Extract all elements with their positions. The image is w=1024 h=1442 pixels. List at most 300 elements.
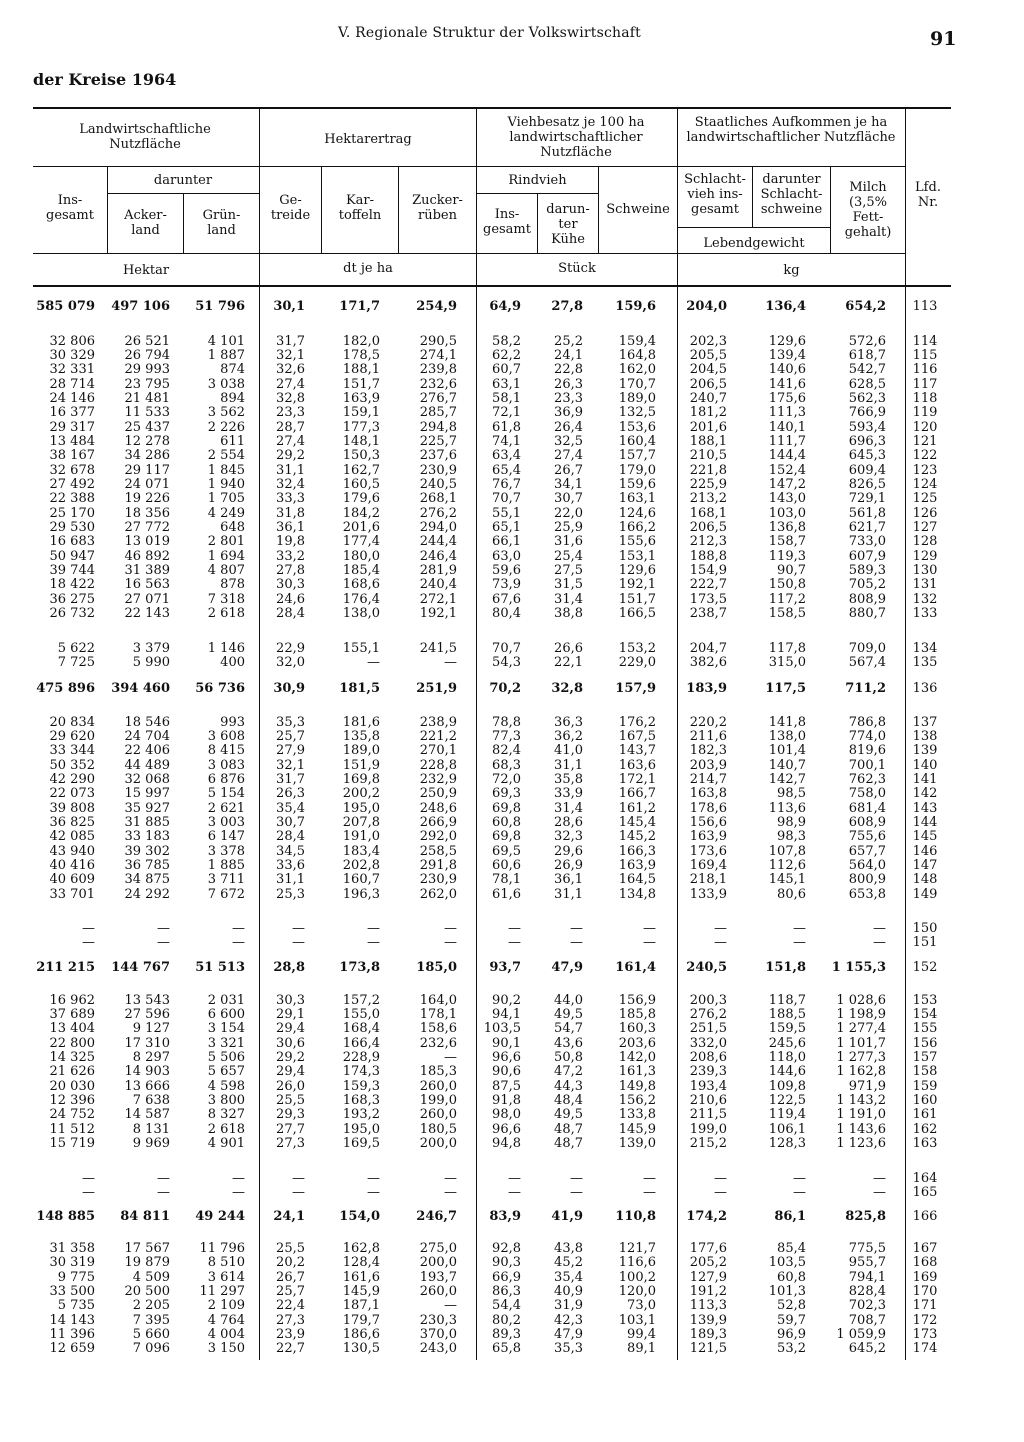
cell-schweine: — bbox=[643, 921, 656, 936]
cell-ackerland: 34 286 bbox=[124, 448, 170, 463]
cell-ackerland: 27 596 bbox=[124, 1007, 170, 1022]
cell-milch: 828,4 bbox=[848, 1284, 886, 1299]
cell-insgesamt: 33 701 bbox=[49, 887, 95, 902]
cell-rind-insgesamt: 65,8 bbox=[492, 1341, 521, 1356]
cell-kartoffeln: 195,0 bbox=[342, 801, 380, 816]
cell-schweine: 166,2 bbox=[618, 520, 656, 535]
cell-kuehe: 26,3 bbox=[554, 377, 583, 392]
cell-lfd-nr: 133 bbox=[912, 606, 938, 621]
cell-milch: 572,6 bbox=[848, 334, 886, 349]
cell-insgesamt: 12 396 bbox=[49, 1093, 95, 1108]
cell-kartoffeln: 168,3 bbox=[342, 1093, 380, 1108]
cell-kuehe: 27,4 bbox=[554, 448, 583, 463]
cell-ackerland: 23 795 bbox=[124, 377, 170, 392]
cell-lfd-nr: 163 bbox=[912, 1136, 938, 1151]
table-row bbox=[0, 1065, 1024, 1079]
cell-rind-insgesamt: 69,3 bbox=[492, 786, 521, 801]
cell-milch: 825,8 bbox=[845, 1209, 886, 1224]
cell-lfd-nr: 136 bbox=[912, 681, 938, 696]
cell-schlachtschweine: 139,4 bbox=[768, 348, 806, 363]
cell-schweine: 156,9 bbox=[618, 993, 656, 1008]
cell-schlachtschweine: 103,5 bbox=[768, 1255, 806, 1270]
cell-schlachtschweine: 98,3 bbox=[777, 829, 806, 844]
header-ackerland: Acker- land bbox=[124, 208, 167, 238]
cell-insgesamt: 22 388 bbox=[49, 491, 95, 506]
cell-kartoffeln: 162,7 bbox=[342, 463, 380, 478]
cell-schlachtvieh: 156,6 bbox=[689, 815, 727, 830]
cell-gruenland: 4 004 bbox=[207, 1327, 245, 1342]
cell-kuehe: — bbox=[570, 921, 583, 936]
cell-zuckerrueben: 260,0 bbox=[419, 1107, 457, 1122]
cell-zuckerrueben: 370,0 bbox=[419, 1327, 457, 1342]
cell-schlachtvieh: 238,7 bbox=[689, 606, 727, 621]
cell-kartoffeln: — bbox=[367, 655, 380, 670]
cell-lfd-nr: 171 bbox=[912, 1298, 938, 1313]
cell-lfd-nr: 129 bbox=[912, 549, 938, 564]
cell-schlachtschweine: 140,7 bbox=[768, 758, 806, 773]
cell-getreide: 32,1 bbox=[276, 758, 305, 773]
cell-ackerland: 35 927 bbox=[124, 801, 170, 816]
cell-rind-insgesamt: 64,9 bbox=[489, 299, 521, 314]
cell-zuckerrueben: 270,1 bbox=[419, 743, 457, 758]
cell-schlachtschweine: — bbox=[793, 921, 806, 936]
cell-rind-insgesamt: 70,7 bbox=[492, 641, 521, 656]
cell-getreide: 31,8 bbox=[276, 506, 305, 521]
cell-schlachtvieh: 133,9 bbox=[689, 887, 727, 902]
cell-kartoffeln: 166,4 bbox=[342, 1036, 380, 1051]
cell-milch: 733,0 bbox=[848, 534, 886, 549]
cell-getreide: 27,9 bbox=[276, 743, 305, 758]
cell-zuckerrueben: 260,0 bbox=[419, 1079, 457, 1094]
cell-milch: 1 101,7 bbox=[836, 1036, 886, 1051]
cell-zuckerrueben: 285,7 bbox=[419, 405, 457, 420]
cell-rind-insgesamt: 70,7 bbox=[492, 491, 521, 506]
cell-insgesamt: 12 659 bbox=[49, 1341, 95, 1356]
cell-kartoffeln: 171,7 bbox=[339, 299, 380, 314]
cell-zuckerrueben: 246,4 bbox=[419, 549, 457, 564]
table-row bbox=[0, 961, 1024, 975]
header-aufkommen: Staatliches Aufkommen je ha landwirtschaftlicher Nutzfläche bbox=[686, 115, 896, 145]
cell-ackerland: 5 660 bbox=[132, 1327, 170, 1342]
cell-kuehe: 26,7 bbox=[554, 463, 583, 478]
cell-lfd-nr: 169 bbox=[912, 1270, 938, 1285]
cell-milch: 1 277,4 bbox=[836, 1021, 886, 1036]
cell-schlachtschweine: 136,4 bbox=[765, 299, 806, 314]
cell-rind-insgesamt: 74,1 bbox=[492, 434, 521, 449]
cell-schlachtvieh: 203,9 bbox=[689, 758, 727, 773]
cell-zuckerrueben: — bbox=[444, 935, 457, 950]
cell-insgesamt: 22 073 bbox=[49, 786, 95, 801]
cell-gruenland: 6 147 bbox=[207, 829, 245, 844]
cell-lfd-nr: 155 bbox=[912, 1021, 938, 1036]
cell-gruenland: — bbox=[232, 935, 245, 950]
cell-schweine: 185,8 bbox=[618, 1007, 656, 1022]
cell-milch: 1 143,2 bbox=[836, 1093, 886, 1108]
cell-rind-insgesamt: 62,2 bbox=[492, 348, 521, 363]
cell-lfd-nr: 142 bbox=[912, 786, 938, 801]
cell-kartoffeln: 148,1 bbox=[342, 434, 380, 449]
cell-ackerland: 5 990 bbox=[132, 655, 170, 670]
cell-schlachtschweine: 140,6 bbox=[768, 362, 806, 377]
cell-schweine: 139,0 bbox=[618, 1136, 656, 1151]
header-viehbesatz: Viehbesatz je 100 ha landwirtschaftlicher Nutzfläche bbox=[507, 115, 645, 160]
cell-lfd-nr: 165 bbox=[912, 1185, 938, 1200]
cell-schlachtschweine: 144,6 bbox=[768, 1064, 806, 1079]
cell-kuehe: 49,5 bbox=[554, 1107, 583, 1122]
table-row bbox=[0, 478, 1024, 492]
cell-schlachtschweine: 140,1 bbox=[768, 420, 806, 435]
cell-milch: 696,3 bbox=[848, 434, 886, 449]
cell-schlachtschweine: 117,8 bbox=[768, 641, 806, 656]
cell-schlachtschweine: 118,0 bbox=[768, 1050, 806, 1065]
table-row bbox=[0, 435, 1024, 449]
cell-getreide: 25,5 bbox=[276, 1093, 305, 1108]
cell-kuehe: 44,3 bbox=[554, 1079, 583, 1094]
cell-milch: 1 162,8 bbox=[836, 1064, 886, 1079]
cell-gruenland: 56 736 bbox=[195, 681, 245, 696]
cell-rind-insgesamt: — bbox=[508, 935, 521, 950]
cell-milch: 819,6 bbox=[848, 743, 886, 758]
cell-lfd-nr: 166 bbox=[912, 1209, 938, 1224]
cell-schweine: 153,6 bbox=[618, 420, 656, 435]
table-subtitle: der Kreise 1964 bbox=[33, 70, 177, 89]
cell-kuehe: 48,7 bbox=[554, 1136, 583, 1151]
cell-insgesamt: 32 806 bbox=[49, 334, 95, 349]
cell-schlachtvieh: 173,5 bbox=[689, 592, 727, 607]
cell-kartoffeln: 180,0 bbox=[342, 549, 380, 564]
cell-gruenland: 1 885 bbox=[207, 858, 245, 873]
cell-lfd-nr: 174 bbox=[912, 1341, 938, 1356]
cell-zuckerrueben: 243,0 bbox=[419, 1341, 457, 1356]
cell-zuckerrueben: 254,9 bbox=[416, 299, 457, 314]
cell-kartoffeln: 183,4 bbox=[342, 844, 380, 859]
cell-kartoffeln: 185,4 bbox=[342, 563, 380, 578]
cell-zuckerrueben: 164,0 bbox=[419, 993, 457, 1008]
cell-milch: 589,3 bbox=[848, 563, 886, 578]
table-row bbox=[0, 1037, 1024, 1051]
cell-schlachtvieh: 382,6 bbox=[689, 655, 727, 670]
cell-insgesamt: 33 344 bbox=[49, 743, 95, 758]
cell-insgesamt: 16 683 bbox=[49, 534, 95, 549]
cell-milch: 657,7 bbox=[848, 844, 886, 859]
cell-schlachtschweine: 143,0 bbox=[768, 491, 806, 506]
cell-schlachtvieh: 163,8 bbox=[689, 786, 727, 801]
cell-kuehe: 54,7 bbox=[554, 1021, 583, 1036]
cell-getreide: 22,9 bbox=[276, 641, 305, 656]
cell-insgesamt: 27 492 bbox=[49, 477, 95, 492]
cell-kuehe: 45,2 bbox=[554, 1255, 583, 1270]
header-darunter: darunter bbox=[153, 173, 213, 188]
cell-schlachtvieh: 168,1 bbox=[689, 506, 727, 521]
cell-ackerland: 31 885 bbox=[124, 815, 170, 830]
cell-ackerland: 13 019 bbox=[124, 534, 170, 549]
table-row bbox=[0, 464, 1024, 478]
cell-zuckerrueben: 237,6 bbox=[419, 448, 457, 463]
table-row bbox=[0, 1123, 1024, 1137]
cell-lfd-nr: 113 bbox=[912, 299, 938, 314]
cell-gruenland: 4 901 bbox=[207, 1136, 245, 1151]
cell-ackerland: 14 587 bbox=[124, 1107, 170, 1122]
cell-schweine: 149,8 bbox=[618, 1079, 656, 1094]
cell-getreide: 29,4 bbox=[276, 1064, 305, 1079]
cell-schlachtvieh: — bbox=[714, 1185, 727, 1200]
cell-lfd-nr: 172 bbox=[912, 1313, 938, 1328]
cell-lfd-nr: 150 bbox=[912, 921, 938, 936]
cell-milch: 708,7 bbox=[848, 1313, 886, 1328]
cell-gruenland: — bbox=[232, 1185, 245, 1200]
cell-insgesamt: 39 808 bbox=[49, 801, 95, 816]
table-row bbox=[0, 1210, 1024, 1224]
cell-kartoffeln: 162,8 bbox=[342, 1241, 380, 1256]
table-row bbox=[0, 300, 1024, 314]
cell-insgesamt: 38 167 bbox=[49, 448, 95, 463]
cell-schlachtvieh: 188,1 bbox=[689, 434, 727, 449]
cell-insgesamt: 29 317 bbox=[49, 420, 95, 435]
cell-kartoffeln: 201,6 bbox=[342, 520, 380, 535]
cell-milch: 774,0 bbox=[848, 729, 886, 744]
cell-lfd-nr: 115 bbox=[912, 348, 938, 363]
cell-rind-insgesamt: 69,8 bbox=[492, 801, 521, 816]
cell-gruenland: 1 887 bbox=[207, 348, 245, 363]
cell-lfd-nr: 137 bbox=[912, 715, 938, 730]
cell-schlachtschweine: 147,2 bbox=[768, 477, 806, 492]
cell-schlachtvieh: 204,5 bbox=[689, 362, 727, 377]
cell-getreide: 32,0 bbox=[276, 655, 305, 670]
cell-schlachtschweine: 141,8 bbox=[768, 715, 806, 730]
cell-ackerland: 26 521 bbox=[124, 334, 170, 349]
cell-schlachtvieh: 193,4 bbox=[689, 1079, 727, 1094]
rule-top bbox=[33, 107, 951, 109]
cell-milch: — bbox=[873, 1171, 886, 1186]
cell-insgesamt: 5 622 bbox=[57, 641, 95, 656]
cell-lfd-nr: 131 bbox=[912, 577, 938, 592]
cell-rind-insgesamt: 69,5 bbox=[492, 844, 521, 859]
cell-rind-insgesamt: 67,6 bbox=[492, 592, 521, 607]
cell-kuehe: 36,2 bbox=[554, 729, 583, 744]
cell-schlachtvieh: 181,2 bbox=[689, 405, 727, 420]
cell-lfd-nr: 127 bbox=[912, 520, 938, 535]
cell-kuehe: 26,6 bbox=[554, 641, 583, 656]
cell-schlachtschweine: 96,9 bbox=[777, 1327, 806, 1342]
cell-rind-insgesamt: 87,5 bbox=[492, 1079, 521, 1094]
table-row bbox=[0, 392, 1024, 406]
cell-schlachtschweine: 141,6 bbox=[768, 377, 806, 392]
cell-kuehe: 27,5 bbox=[554, 563, 583, 578]
table-row bbox=[0, 716, 1024, 730]
cell-insgesamt: 13 484 bbox=[49, 434, 95, 449]
cell-kuehe: 25,2 bbox=[554, 334, 583, 349]
cell-kartoffeln: 191,0 bbox=[342, 829, 380, 844]
cell-ackerland: 29 117 bbox=[124, 463, 170, 478]
cell-rind-insgesamt: 94,1 bbox=[492, 1007, 521, 1022]
cell-kuehe: 38,8 bbox=[554, 606, 583, 621]
cell-kartoffeln: 177,4 bbox=[342, 534, 380, 549]
cell-insgesamt: 11 512 bbox=[49, 1122, 95, 1137]
cell-schlachtvieh: 169,4 bbox=[689, 858, 727, 873]
cell-schlachtschweine: — bbox=[793, 935, 806, 950]
cell-rind-insgesamt: 93,7 bbox=[489, 960, 521, 975]
cell-schlachtvieh: 221,8 bbox=[689, 463, 727, 478]
cell-ackerland: 39 302 bbox=[124, 844, 170, 859]
cell-insgesamt: 7 725 bbox=[57, 655, 95, 670]
cell-schweine: — bbox=[643, 1171, 656, 1186]
cell-insgesamt: 15 719 bbox=[49, 1136, 95, 1151]
cell-gruenland: 3 711 bbox=[207, 872, 245, 887]
cell-kartoffeln: — bbox=[367, 1171, 380, 1186]
cell-gruenland: 3 614 bbox=[207, 1270, 245, 1285]
cell-zuckerrueben: 199,0 bbox=[419, 1093, 457, 1108]
cell-schlachtschweine: 245,6 bbox=[768, 1036, 806, 1051]
cell-getreide: 35,4 bbox=[276, 801, 305, 816]
cell-kartoffeln: — bbox=[367, 935, 380, 950]
cell-milch: 1 191,0 bbox=[836, 1107, 886, 1122]
cell-getreide: 27,4 bbox=[276, 377, 305, 392]
cell-insgesamt: 148 885 bbox=[36, 1209, 95, 1224]
cell-schlachtschweine: 80,6 bbox=[777, 887, 806, 902]
cell-schlachtvieh: 240,7 bbox=[689, 391, 727, 406]
cell-kartoffeln: 186,6 bbox=[342, 1327, 380, 1342]
cell-schlachtschweine: 119,3 bbox=[768, 549, 806, 564]
table-row bbox=[0, 730, 1024, 744]
cell-rind-insgesamt: 96,6 bbox=[492, 1122, 521, 1137]
cell-kartoffeln: 168,4 bbox=[342, 1021, 380, 1036]
cell-lfd-nr: 152 bbox=[912, 960, 938, 975]
cell-gruenland: 894 bbox=[220, 391, 245, 406]
cell-gruenland: 3 154 bbox=[207, 1021, 245, 1036]
cell-kartoffeln: 159,1 bbox=[342, 405, 380, 420]
cell-schweine: 129,6 bbox=[618, 563, 656, 578]
cell-insgesamt: 18 422 bbox=[49, 577, 95, 592]
cell-kuehe: 29,6 bbox=[554, 844, 583, 859]
cell-ackerland: 25 437 bbox=[124, 420, 170, 435]
cell-lfd-nr: 141 bbox=[912, 772, 938, 787]
page-number: 91 bbox=[930, 28, 957, 50]
cell-gruenland: 4 764 bbox=[207, 1313, 245, 1328]
cell-gruenland: 878 bbox=[220, 577, 245, 592]
cell-getreide: 32,1 bbox=[276, 348, 305, 363]
cell-zuckerrueben: 292,0 bbox=[419, 829, 457, 844]
cell-rind-insgesamt: 80,2 bbox=[492, 1313, 521, 1328]
cell-schlachtschweine: 117,5 bbox=[765, 681, 806, 696]
cell-insgesamt: 29 620 bbox=[49, 729, 95, 744]
cell-insgesamt: 13 404 bbox=[49, 1021, 95, 1036]
header-hektarertrag: Hektarertrag bbox=[324, 132, 412, 147]
cell-kuehe: 31,1 bbox=[554, 758, 583, 773]
cell-ackerland: 2 205 bbox=[132, 1298, 170, 1313]
cell-lfd-nr: 161 bbox=[912, 1107, 938, 1122]
cell-gruenland: 3 083 bbox=[207, 758, 245, 773]
cell-lfd-nr: 149 bbox=[912, 887, 938, 902]
cell-zuckerrueben: 232,6 bbox=[419, 1036, 457, 1051]
cell-milch: 561,8 bbox=[848, 506, 886, 521]
cell-lfd-nr: 118 bbox=[912, 391, 938, 406]
cell-ackerland: 18 546 bbox=[124, 715, 170, 730]
cell-lfd-nr: 135 bbox=[912, 655, 938, 670]
cell-gruenland: 3 562 bbox=[207, 405, 245, 420]
cell-gruenland: 7 318 bbox=[207, 592, 245, 607]
cell-kartoffeln: 135,8 bbox=[342, 729, 380, 744]
cell-getreide: — bbox=[292, 935, 305, 950]
cell-milch: 1 155,3 bbox=[831, 960, 886, 975]
cell-getreide: 23,9 bbox=[276, 1327, 305, 1342]
cell-schweine: 116,6 bbox=[618, 1255, 656, 1270]
cell-insgesamt: — bbox=[82, 935, 95, 950]
cell-insgesamt: 36 825 bbox=[49, 815, 95, 830]
cell-kuehe: 27,8 bbox=[551, 299, 583, 314]
cell-rind-insgesamt: 63,1 bbox=[492, 377, 521, 392]
table-row bbox=[0, 349, 1024, 363]
table-row bbox=[0, 1137, 1024, 1151]
unit-kg: kg bbox=[783, 263, 800, 278]
cell-lfd-nr: 159 bbox=[912, 1079, 938, 1094]
cell-kartoffeln: 157,2 bbox=[342, 993, 380, 1008]
cell-schlachtschweine: 158,5 bbox=[768, 606, 806, 621]
cell-kartoffeln: 160,5 bbox=[342, 477, 380, 492]
cell-schlachtvieh: 214,7 bbox=[689, 772, 727, 787]
cell-insgesamt: 50 352 bbox=[49, 758, 95, 773]
table-row bbox=[0, 1342, 1024, 1356]
table-row bbox=[0, 1186, 1024, 1200]
cell-gruenland: 49 244 bbox=[195, 1209, 245, 1224]
cell-zuckerrueben: 221,2 bbox=[419, 729, 457, 744]
cell-schweine: 159,6 bbox=[615, 299, 656, 314]
cell-schlachtvieh: 215,2 bbox=[689, 1136, 727, 1151]
cell-ackerland: 31 389 bbox=[124, 563, 170, 578]
cell-kuehe: 25,4 bbox=[554, 549, 583, 564]
cell-ackerland: 8 297 bbox=[132, 1050, 170, 1065]
header-lnf: Landwirtschaftliche Nutzfläche bbox=[79, 122, 211, 152]
cell-kuehe: — bbox=[570, 935, 583, 950]
cell-rind-insgesamt: 90,1 bbox=[492, 1036, 521, 1051]
cell-insgesamt: 20 030 bbox=[49, 1079, 95, 1094]
cell-milch: 1 059,9 bbox=[836, 1327, 886, 1342]
cell-insgesamt: 25 170 bbox=[49, 506, 95, 521]
cell-schweine: 134,8 bbox=[618, 887, 656, 902]
cell-schlachtschweine: 122,5 bbox=[768, 1093, 806, 1108]
cell-getreide: 23,3 bbox=[276, 405, 305, 420]
cell-insgesamt: 20 834 bbox=[49, 715, 95, 730]
cell-milch: 775,5 bbox=[848, 1241, 886, 1256]
rule-group bbox=[33, 166, 905, 167]
cell-ackerland: 44 489 bbox=[124, 758, 170, 773]
cell-kuehe: 31,9 bbox=[554, 1298, 583, 1313]
cell-insgesamt: 24 752 bbox=[49, 1107, 95, 1122]
cell-getreide: 28,4 bbox=[276, 829, 305, 844]
cell-getreide: 24,6 bbox=[276, 592, 305, 607]
cell-lfd-nr: 147 bbox=[912, 858, 938, 873]
cell-zuckerrueben: 239,8 bbox=[419, 362, 457, 377]
cell-kartoffeln: 151,9 bbox=[342, 758, 380, 773]
cell-ackerland: 13 666 bbox=[124, 1079, 170, 1094]
table-row bbox=[0, 1299, 1024, 1313]
cell-getreide: 29,4 bbox=[276, 1021, 305, 1036]
cell-schlachtschweine: 106,1 bbox=[768, 1122, 806, 1137]
cell-schlachtvieh: 113,3 bbox=[689, 1298, 727, 1313]
cell-insgesamt: 33 500 bbox=[49, 1284, 95, 1299]
cell-schlachtschweine: 52,8 bbox=[777, 1298, 806, 1313]
cell-ackerland: 36 785 bbox=[124, 858, 170, 873]
cell-schweine: 179,0 bbox=[618, 463, 656, 478]
cell-kuehe: 31,4 bbox=[554, 801, 583, 816]
cell-zuckerrueben: 294,8 bbox=[419, 420, 457, 435]
cell-gruenland: 2 618 bbox=[207, 606, 245, 621]
cell-kuehe: 24,1 bbox=[554, 348, 583, 363]
cell-kartoffeln: 138,0 bbox=[342, 606, 380, 621]
cell-zuckerrueben: 290,5 bbox=[419, 334, 457, 349]
cell-schlachtschweine: 144,4 bbox=[768, 448, 806, 463]
cell-kartoffeln: 168,6 bbox=[342, 577, 380, 592]
cell-schweine: 124,6 bbox=[618, 506, 656, 521]
